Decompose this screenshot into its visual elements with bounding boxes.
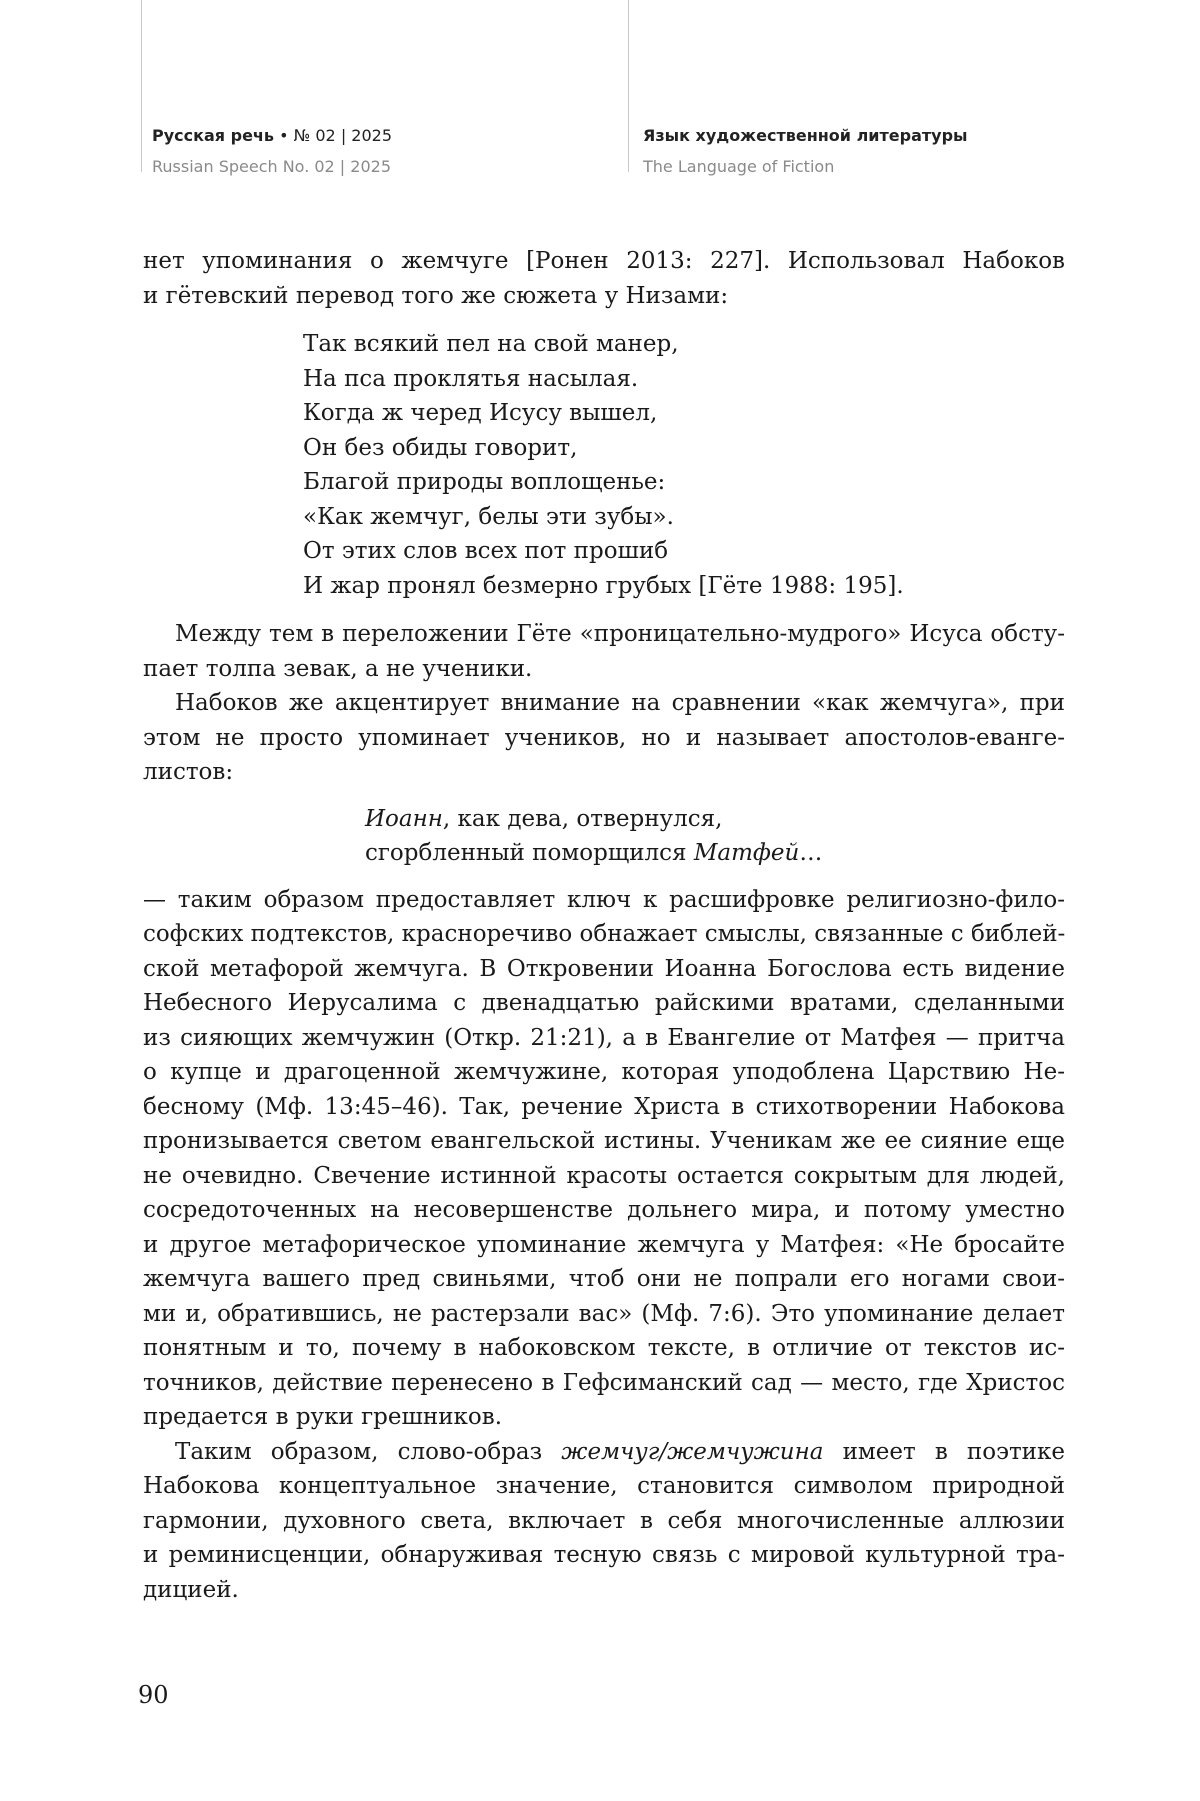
text-run: Таким образом, слово-образ	[175, 1438, 562, 1465]
running-header-section	[643, 124, 968, 179]
text-line: точников, действие перенесено в Гефсиманский сад — место, где Христос	[143, 1369, 1065, 1396]
running-header-journal	[152, 124, 392, 179]
text-line: пронизывается светом евангельской истины. Ученикам же ее сияние еще	[143, 1128, 1065, 1154]
spacer	[143, 313, 1065, 327]
text-line: нет упоминания о жемчуге [Ронен 2013: 227]. Использовал Набоков	[143, 248, 1065, 274]
text-line: Набокова концептуальное значение, становится символом природной	[143, 1473, 1065, 1499]
text-line: и гётевский перевод того же сюжета у Низами:	[143, 282, 729, 309]
section-title: Язык художественной литературы	[643, 126, 968, 145]
text-line: о купце и драгоценной жемчужине, которая уподоблена Царствию Не-	[143, 1059, 1065, 1085]
verse-text: сгорбленный поморщился	[365, 840, 694, 866]
verse-line: От этих слов всех пот прошиб	[303, 538, 669, 564]
journal-name: Русская речь	[152, 126, 275, 145]
text-line: не очевидно. Свечение истинной красоты остается сокрытым для людей,	[143, 1162, 1065, 1189]
section-subtitle: The Language of Fiction	[643, 157, 835, 176]
text-line: и другое метафорическое упоминание жемчуга у Матфея: «Не бросайте	[143, 1231, 1065, 1258]
text-line: листов:	[143, 759, 234, 785]
text-line: предается в руки грешников.	[143, 1404, 503, 1430]
verse-text: …	[799, 840, 823, 866]
journal-subtitle: Russian Speech No. 02 | 2025	[152, 157, 391, 176]
paragraph-intro	[143, 244, 1065, 313]
journal-title-line	[152, 124, 392, 148]
verse-line	[143, 802, 1065, 837]
text-line: пает толпа зевак, а не ученики.	[143, 655, 533, 682]
verse-line: Благой природы воплощенье:	[303, 469, 666, 495]
verse-nabokov	[143, 802, 1065, 871]
journal-separator: •	[274, 126, 294, 145]
text-line: и реминисценции, обнаруживая тесную связь с мировой культурной тра-	[143, 1542, 1065, 1568]
verse-line: На пса проклятья насылая.	[303, 365, 639, 392]
spacer	[143, 603, 1065, 617]
verse-line: И жар пронял безмерно грубых [Гёте 1988: 195].	[303, 572, 904, 599]
verse-line	[143, 836, 1065, 871]
text-line: сосредоточенных на несовершенстве дольнего мира, и потому уместно	[143, 1197, 1065, 1223]
paragraph-nabokov	[143, 686, 1065, 790]
key-term: жемчуг/жемчужина	[561, 1438, 824, 1465]
text-line: ми и, обратившись, не растерзали вас» (Мф. 7:6). Это упоминание делает	[143, 1300, 1065, 1327]
text-line: ской метафорой жемчуга. В Откровении Иоанна Богослова есть видение	[143, 955, 1065, 982]
page-number: 90	[138, 1681, 169, 1709]
verse-text: , как дева, отвернулся,	[442, 805, 723, 832]
text-line: Между тем в переложении Гёте «проницательно-мудрого» Исуса обсту-	[175, 621, 1065, 647]
text-run: имеет в поэтике	[823, 1438, 1065, 1465]
verse-goethe	[143, 327, 1065, 603]
verse-line: Когда ж черед Исусу вышел,	[303, 400, 658, 426]
verse-line: «Как жемчуг, белы эти зубы».	[303, 503, 674, 530]
paragraph-main	[143, 883, 1065, 1435]
journal-issue: № 02 | 2025	[293, 126, 393, 145]
text-line: Небесного Иерусалима с двенадцатью райскими вратами, сделанными	[143, 990, 1065, 1016]
verse-line: Он без обиды говорит,	[303, 434, 578, 461]
spacer	[143, 790, 1065, 802]
verse-name-matfey: Матфей	[693, 840, 800, 866]
text-line: из сияющих жемчужин (Откр. 21:21), а в Евангелие от Матфея — притча	[143, 1024, 1065, 1051]
text-line: дицией.	[143, 1576, 239, 1603]
text-line: Набоков же акцентирует внимание на сравнении «как жемчуга», при	[175, 690, 1065, 716]
text-line: жемчуга вашего пред свиньями, чтоб они не попрали его ногами свои-	[143, 1266, 1065, 1292]
text-line: — таким образом предоставляет ключ к расшифровке религиозно-фило-	[143, 886, 1065, 913]
verse-line: Так всякий пел на свой манер,	[303, 331, 679, 357]
text-line: понятным и то, почему в набоковском тексте, в отличие от текстов ис-	[143, 1335, 1065, 1361]
header-divider-right	[628, 0, 629, 172]
spacer	[143, 871, 1065, 883]
paragraph-conclusion	[143, 1435, 1065, 1608]
header-divider-left	[141, 0, 142, 172]
text-line: бесному (Мф. 13:45–46). Так, речение Христа в стихотворении Набокова	[143, 1093, 1065, 1120]
article-body	[143, 244, 1065, 1607]
text-line: софских подтекстов, красноречиво обнажает смыслы, связанные с библей-	[143, 921, 1066, 947]
section-title-line	[643, 124, 968, 148]
text-line	[143, 1435, 1065, 1470]
paragraph-goethe	[143, 617, 1065, 686]
text-line: гармонии, духовного света, включает в себя многочисленные аллюзии	[143, 1507, 1065, 1534]
text-line: этом не просто упоминает учеников, но и называет апостолов-еванге-	[143, 724, 1065, 751]
verse-name-ioann: Иоанн	[365, 805, 443, 832]
